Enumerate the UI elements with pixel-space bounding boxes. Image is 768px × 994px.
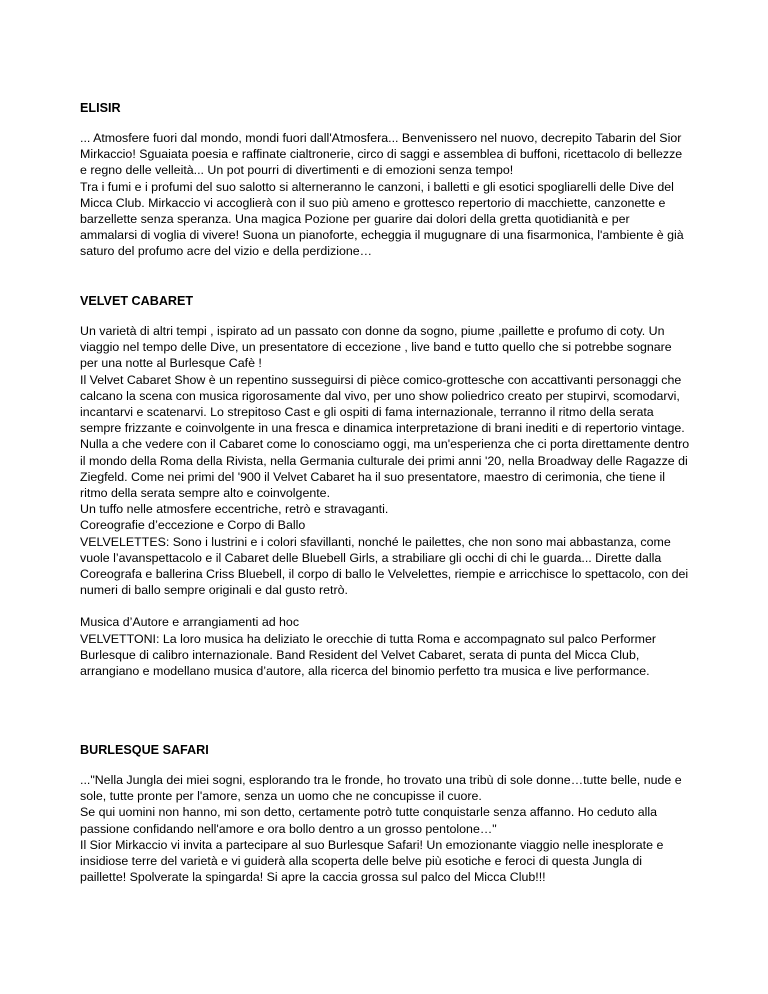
paragraph: Se qui uomini non hanno, mi son detto, certamente potrò tutte conquistarle senza affanno. Ho ceduto alla passione confidando nell'amore e ora bollo dentro a un grosso pentolone…" (80, 805, 657, 836)
paragraph: Un varietà di altri tempi , ispirato ad un passato con donne da sogno, piume ,paillette e profumo di coty. Un viaggio nel tempo delle Dive, un presentatore di eccezione , live band e tutto quello che si potrebbe sognare per una notte al Burlesque Cafè ! (80, 324, 672, 371)
paragraph: ... Atmosfere fuori dal mondo, mondi fuori dall'Atmosfera... Benvenissero nel nuovo, decrepito Tabarin del Sior Mirkaccio! Sguaiata poesia e raffinate cialtronerie, circo di saggi e assemblea di buffoni, ricettacolo di bellezze e regno delle velleità... Un pot pourri di divertimenti e di emozioni senza tempo! (80, 131, 683, 178)
paragraph: Il Sior Mirkaccio vi invita a partecipare al suo Burlesque Safari! Un emozionante viaggio nelle inesplorate e insidiose terre del varietà e vi guiderà alla scoperta delle belve più esotiche e feroci di questa Jungla di paillette! Spolverate la spingarda! Si apre la caccia grossa sul palco del Micca Club!!! (80, 837, 664, 885)
section-title-velvet-cabaret: VELVET CABARET (80, 294, 194, 308)
paragraph-spacer (80, 598, 690, 614)
section-body-velvet-cabaret (80, 323, 690, 679)
section-body-elisir (80, 130, 690, 260)
paragraph: Il Velvet Cabaret Show è un repentino susseguirsi di pièce comico-grottesche con accattivanti personaggi che calcano la scena con musica rigorosamente dal vivo, per uno show poliedrico creato per stupirvi, scomodarvi, incantarvi e scatenarvi. Lo strepitoso Cast e gli ospiti di fama internazionale, terranno il ritmo della serata sempre frizzante e coinvolgente in una fresca e dinamica interpretazione di brani inediti e di repertorio vintage. Nulla a che vedere con il Cabaret come lo conosciamo oggi, ma un'esperienza che ci porta direttamente dentro il mondo della Roma della Rivista, nella Germania culturale dei primi anni '20, nella Broadway delle Ragazze di Ziegfeld. Come nei primi del '900 il Velvet Cabaret ha il suo presentatore, maestro di cerimonia, che tiene il ritmo della serata sempre alto e coinvolgente. (80, 372, 690, 501)
paragraph: Un tuffo nelle atmosfere eccentriche, retrò e stravaganti. (80, 502, 389, 517)
paragraph: Tra i fumi e i profumi del suo salotto si alterneranno le canzoni, i balletti e gli esotici spogliarelli delle Dive del Micca Club. Mirkaccio vi accoglierà con il suo più ameno e grottesco repertorio di macchiette, canzonette e barzellette senza speranza. Una magica Pozione per guarire dai dolori della gretta quotidianità e per ammalarsi di voglia di vivere! Suona un pianoforte, echeggia il mugugnare di una fisarmonica, l'ambiente è già saturo del profumo acre del vizio e della perdizione… (80, 179, 684, 259)
paragraph: VELVELETTES: Sono i lustrini e i colori sfavillanti, nonché le pailettes, che non sono mai abbastanza, come vuole l’avanspettacolo e il Cabaret delle Bluebell Girls, a strabiliare gli occhi di chi le guarda... Dirette dalla Coreografa e ballerina Criss Bluebell, il corpo di ballo le Velvelettes, riempie e arricchisce lo spettacolo, con dei numeri di ballo sempre originali e dal gusto retrò. (80, 534, 689, 598)
section-body-burlesque-safari (80, 772, 690, 885)
paragraph: ..."Nella Jungla dei miei sogni, esplorando tra le fronde, ho trovato una tribù di sole donne…tutte belle, nude e sole, tutte pronte per l'amore, senza un uomo che ne concupisse il cuore. (80, 773, 682, 804)
section-title-burlesque-safari: BURLESQUE SAFARI (80, 743, 209, 757)
paragraph: Coreografie d’eccezione e Corpo di Ballo (80, 518, 306, 533)
paragraph: VELVETTONI: La loro musica ha deliziato le orecchie di tutta Roma e accompagnato sul palco Performer Burlesque di calibro internazionale. Band Resident del Velvet Cabaret, serata di punta del Micca Club, arrangiano e modellano musica d’autore, alla ricerca del binomio perfetto tra musica e live performance. (80, 631, 656, 679)
section-title-elisir: ELISIR (80, 101, 121, 115)
paragraph: Musica d’Autore e arrangiamenti ad hoc (80, 615, 300, 630)
